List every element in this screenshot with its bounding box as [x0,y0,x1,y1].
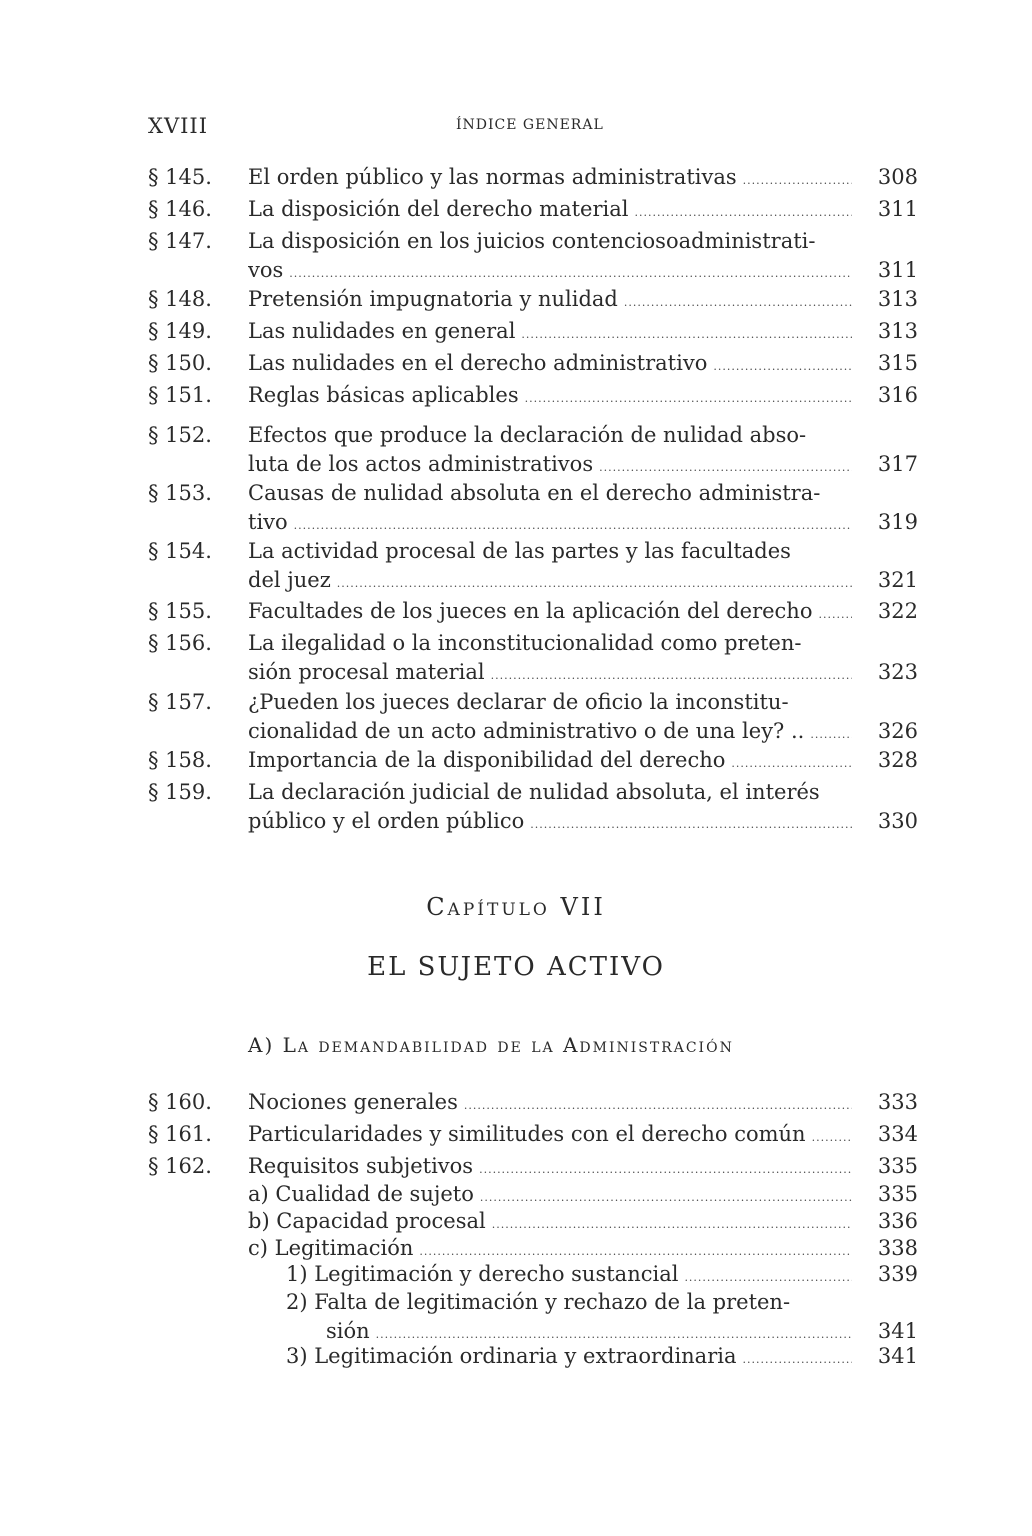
entry-title [248,285,856,314]
section-number: § 152. [148,423,212,447]
entry-title [248,381,856,410]
dot-leader [294,508,852,537]
entry-line-text: ¿Pueden los jueces declarar de oficio la inconstitu- [248,690,789,714]
entry-line [248,1234,856,1263]
entry-line-text: cionalidad de un acto administrativo o de una ley? .. [248,719,805,743]
section-heading: A) La demandabilidad de la Administración [248,1033,734,1057]
page-folio: XVIII [148,114,209,138]
entry-line-text: del juez [248,568,331,592]
entry-line [248,227,856,256]
entry-line [248,658,856,687]
entry-line-text: público y el orden público [248,809,525,833]
entry-title [248,227,856,285]
entry-line-text: Facultades de los jueces en la aplicación del derecho [248,599,813,623]
entry-line [248,450,856,479]
entry-line-text: Las nulidades en el derecho administrativo [248,351,708,375]
dot-leader [480,1180,852,1209]
entry-line-text: La ilegalidad o la inconstitucionalidad como preten- [248,631,802,655]
dot-leader [479,1152,852,1181]
entry-line [248,1120,856,1149]
page-number: 317 [877,452,918,476]
section-number: § 161. [148,1122,212,1146]
entry-line [248,421,856,450]
entry-line-text: Nociones generales [248,1090,458,1114]
entry-line [248,479,856,508]
entry-line-text: La disposición en los juicios contenciosoadministrati- [248,229,816,253]
entry-line [286,1342,856,1371]
dot-leader [521,317,852,346]
section-number: § 153. [148,481,212,505]
entry-line-text: b) Capacidad procesal [248,1209,486,1233]
entry-line [248,1152,856,1181]
page-number: 335 [877,1182,918,1206]
page-number: 321 [877,568,918,592]
section-number: § 156. [148,631,212,655]
dot-leader [743,163,852,192]
entry-title [248,778,856,836]
entry-line-text: vos [248,258,284,282]
section-number: § 157. [148,690,212,714]
page-number: 328 [877,748,918,772]
section-number: § 150. [148,351,212,375]
entry-line-text: Causas de nulidad absoluta en el derecho administra- [248,481,821,505]
entry-title [248,597,856,626]
page-number: 319 [877,510,918,534]
entry-title [248,421,856,479]
entry-title [248,479,856,537]
section-number: § 160. [148,1090,212,1114]
entry-line-text: Importancia de la disponibilidad del derecho [248,748,726,772]
entry-line-text: sión procesal material [248,660,485,684]
entry-line-text: Particularidades y similitudes con el derecho común [248,1122,806,1146]
dot-leader [812,1120,852,1149]
entry-line [248,597,856,626]
entry-line [248,256,856,285]
dot-leader [599,450,852,479]
section-number: § 145. [148,165,212,189]
entry-title [248,1152,856,1181]
entry-line [248,195,856,224]
entry-line [286,1288,856,1317]
section-number: § 148. [148,287,212,311]
entry-line-text: El orden público y las normas administrativas [248,165,737,189]
dot-leader [464,1088,852,1117]
entry-line [248,746,856,775]
sub-entry-title [286,1260,856,1289]
dot-leader [810,717,852,746]
page-number: 333 [877,1090,918,1114]
section-number: § 154. [148,539,212,563]
entry-line-text: 1) Legitimación y derecho sustancial [286,1262,679,1286]
entry-line-text: tivo [248,510,288,534]
running-header [148,114,918,144]
entry-title [248,629,856,687]
dot-leader [713,349,852,378]
section-number: § 155. [148,599,212,623]
entry-line [248,381,856,410]
dot-leader [525,381,852,410]
entry-line [248,566,856,595]
entry-line [248,1207,856,1236]
section-number: § 149. [148,319,212,343]
sub-entry-title [248,1207,856,1236]
entry-title [248,163,856,192]
dot-leader [818,597,852,626]
section-number: § 158. [148,748,212,772]
page-number: 316 [877,383,918,407]
page-number: 336 [877,1209,918,1233]
section-number: § 159. [148,780,212,804]
page-number: 339 [877,1262,918,1286]
section-number: § 146. [148,197,212,221]
page-number: 335 [877,1154,918,1178]
entry-line [286,1260,856,1289]
entry-title [248,537,856,595]
entry-line-text: Requisitos subjetivos [248,1154,474,1178]
page-number: 330 [877,809,918,833]
entry-line-text: Efectos que produce la declaración de nulidad abso- [248,423,807,447]
entry-line-text: La declaración judicial de nulidad absoluta, el interés [248,780,820,804]
running-title: ÍNDICE GENERAL [456,117,604,133]
entry-line [248,1180,856,1209]
entry-title [248,746,856,775]
entry-line-text: luta de los actos administrativos [248,452,594,476]
entry-line [248,807,856,836]
page-number: 313 [877,287,918,311]
section-number: § 162. [148,1154,212,1178]
entry-line-text: La disposición del derecho material [248,197,629,221]
entry-title [248,317,856,346]
entry-line [248,508,856,537]
dot-leader [289,256,852,285]
page-number: 311 [877,258,918,282]
chapter-title: EL SUJETO ACTIVO [367,952,665,982]
dot-leader [684,1260,852,1289]
page-number: 341 [877,1344,918,1368]
page-number: 315 [877,351,918,375]
dot-leader [634,195,852,224]
dot-leader [624,285,852,314]
sub-entry-title [286,1342,856,1371]
dot-leader [337,566,852,595]
entry-line [248,1088,856,1117]
sub-entry-title [286,1288,856,1346]
entry-line-text: Pretensión impugnatoria y nulidad [248,287,618,311]
entry-line [248,349,856,378]
page-number: 341 [877,1319,918,1343]
page-number: 326 [877,719,918,743]
entry-line [248,778,856,807]
dot-leader [492,1207,852,1236]
sub-entry-title [248,1180,856,1209]
page-number: 308 [877,165,918,189]
entry-title [248,349,856,378]
page-number: 311 [877,197,918,221]
entry-title [248,1120,856,1149]
page-number: 334 [877,1122,918,1146]
entry-title [248,688,856,746]
section-number: § 147. [148,229,212,253]
entry-title [248,195,856,224]
entry-line-text: a) Cualidad de sujeto [248,1182,474,1206]
page-number: 338 [877,1236,918,1260]
entry-line [248,629,856,658]
dot-leader [530,807,852,836]
page-number: 313 [877,319,918,343]
page-number: 323 [877,660,918,684]
entry-line-text: Reglas básicas aplicables [248,383,519,407]
chapter-label: Capítulo VII [426,893,606,921]
dot-leader [491,658,852,687]
dot-leader [742,1342,852,1371]
entry-line-text: 3) Legitimación ordinaria y extraordinaria [286,1344,737,1368]
page-number: 322 [877,599,918,623]
entry-line [248,537,856,566]
entry-line [248,317,856,346]
entry-line [248,717,856,746]
entry-title [248,1088,856,1117]
entry-line-text: 2) Falta de legitimación y rechazo de la preten- [286,1290,791,1314]
entry-line-text: sión [326,1319,370,1343]
entry-line-text: c) Legitimación [248,1236,414,1260]
entry-line [248,285,856,314]
sub-entry-title [248,1234,856,1263]
dot-leader [419,1234,852,1263]
entry-line-text: La actividad procesal de las partes y las facultades [248,539,791,563]
dot-leader [731,746,852,775]
entry-line [248,688,856,717]
entry-line [248,163,856,192]
entry-line-text: Las nulidades en general [248,319,516,343]
section-number: § 151. [148,383,212,407]
